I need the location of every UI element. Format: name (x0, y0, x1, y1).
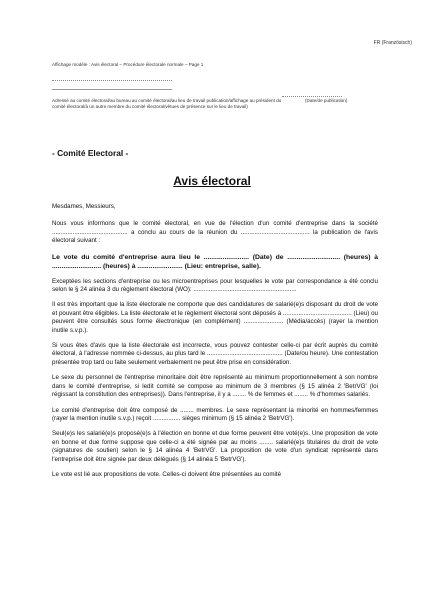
paragraph-vote-date: Le vote du comité d'entreprise aura lieu le ........................ (Date) de ............................ (heures) à .......................... (heures) à ........................ (Lieu: entreprise, salle). (52, 253, 378, 270)
greeting: Mesdames, Messieurs, (52, 203, 116, 210)
language-tag: FR (Französisch) (373, 40, 412, 46)
paragraph-electoral-list: Il est très important que la liste électorale ne comporte que des candidatures de salarié(e)s disposant du droit de vote et pouvant être éligibles. La liste électorale et le règlement électoral sont déposés à ........................................ (Lieu) ou peuvent être consultés sous forme électronique (en complément) ....................... (Média/accès) (rayer la mention inutile s.v.p.). (52, 301, 378, 334)
paragraph-exceptions: Exceptées les sections d'entreprise ou les microentreprises pour lesquelles le vote par correspondance a été conclu selon le § 24 alinéa 3 du règlement électoral (WO): ............................................................ (52, 277, 378, 294)
document-body (52, 203, 378, 486)
paragraph-composition: Le comité d'entreprise doit être composé de ........ membres. Le sexe représentant la minorité en hommes/femmes (rayer la mention inutile s.v.p.) reçoit ................ sièges minimum (§ 15 alinéa 2 'BetrVG'). (52, 406, 378, 422)
paragraph-binding: Le vote est lié aux propositions de vote. Celles-ci doivent être présentées au comité (52, 470, 282, 478)
blank-line (52, 80, 172, 81)
date-publication-label: (Date/de publication) (305, 98, 348, 103)
paragraph-proposals: Seul(e)s les salarié(e)s proposé(e)s à l'élection en bonne et due forme peuvent être voté(e)s. Une proposition de vote en bonne et due forme suppose que celle-ci a été signée par au moins ........ salarié(e)s titulaires du droit de vote (signatures de soutien) selon le § 14 alinéa 4 'BetrVG'. La proposition de vote d'un syndicat représenté dans l'entreprise doit être signée par deux délégués (§ 14 alinéa 5 'BetrVG'). (52, 430, 378, 463)
document-meta-line: Affichage modèle : Avis électoral – Procédure électorale normale – Page 1 (52, 62, 204, 67)
paragraph-gender: Le sexe du personnel de l'entreprise minoritaire doit être représenté au minimum proportionnellement à son nombre dans le comité d'entreprise, si ledit comité se compose au minimum de 3 membres (§ 15 alinéa 2 'BetrVG' (loi régissant la constitution des entreprises)). Dans l'entreprise, il y a ........ % de femmes et ........ % d'hommes salariés. (52, 374, 378, 399)
paragraph-contestation: Si vous êtes d'avis que la liste électorale est incorrecte, vous pouvez contester celle-ci par écrit auprès du comité électoral, à l'adresse nommée ci-dessus, au plus tard le ............................................ (Date/ou heure). Une contestation présentée trop tard ou faite seulement verbalement ne peut être prise en considération. (52, 342, 378, 366)
blank-line (282, 96, 342, 97)
address-block: Adressé au comité électoral/au bureau au comité électoral/au lieu de travail publication/affichage au président du comité électoral/à un autre membre du comité électoral/vêtues de présence sur le lieu de travail) (52, 98, 282, 109)
paragraph-intro: Nous vous informons que le comité électoral, en vue de l'élection d'un comité d'entreprise dans la société ............................................ a conclu au cours de la réunion du ........................................ la publication de l'avis électoral suivant : (52, 220, 378, 245)
comite-heading: - Comité Electoral - (52, 148, 129, 158)
blank-line (52, 89, 172, 90)
document-title: Avis électoral (173, 174, 251, 188)
